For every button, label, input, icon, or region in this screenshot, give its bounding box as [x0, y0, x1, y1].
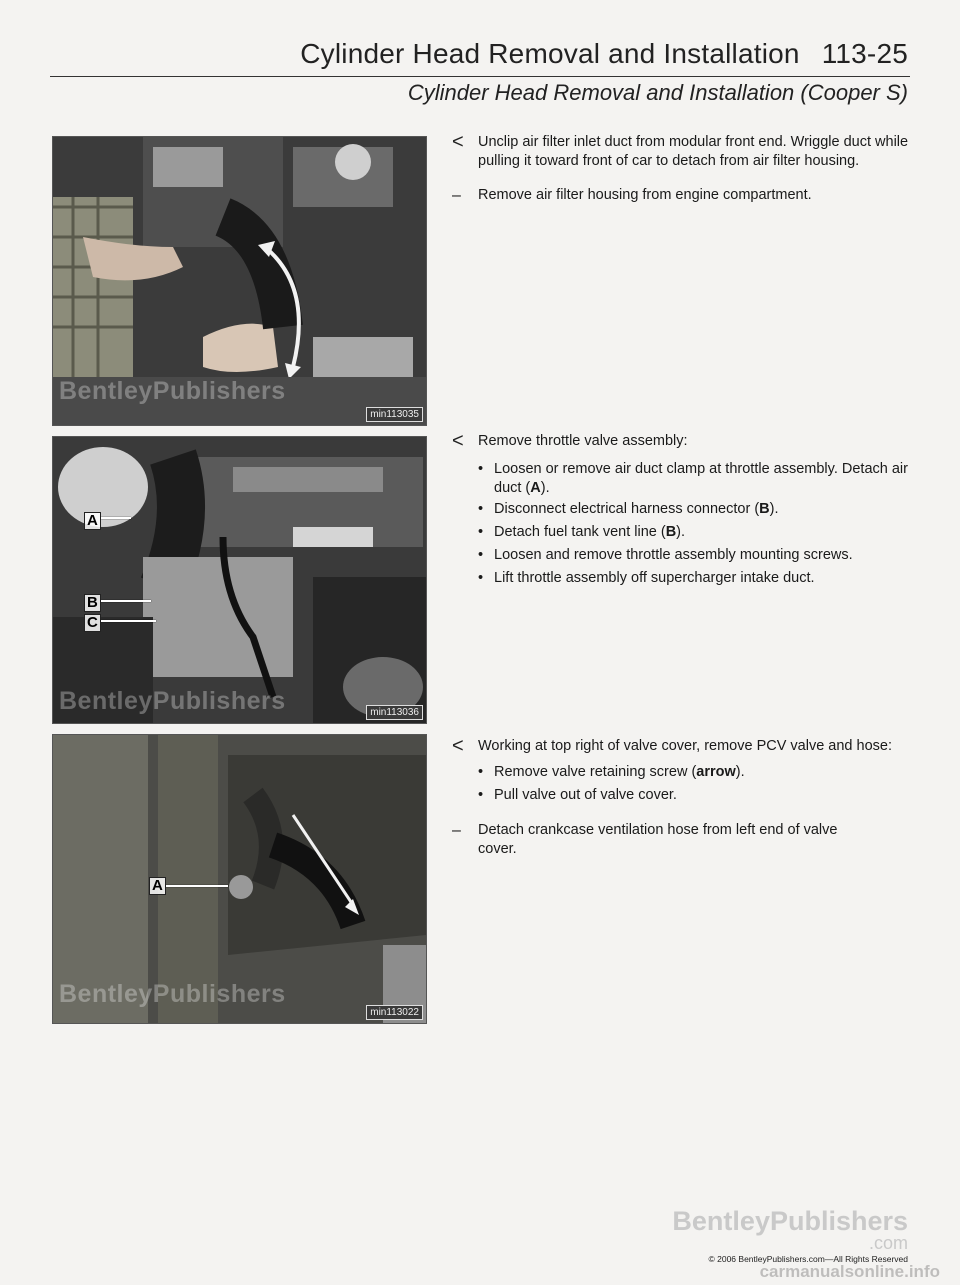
bullet-icon: • [478, 764, 484, 780]
bullet-ref: B [759, 501, 770, 517]
photo-air-filter-duct [52, 136, 427, 426]
bullet-text-after: ). [676, 524, 686, 540]
publisher-logo: BentleyPublishers [672, 1206, 908, 1236]
callout-b: B [84, 594, 101, 612]
bullet-text-main: Disconnect electrical harness connector ( [494, 501, 760, 517]
publisher-logo-domain: .com [868, 1233, 908, 1253]
bullet-ref: A [530, 480, 541, 496]
photo-code: min113035 [366, 407, 423, 422]
callout-c: C [84, 614, 101, 632]
photo-code: min113022 [366, 1005, 423, 1020]
copyright-notice: © 2006 BentleyPublishers.com—All Rights Reserved [708, 1254, 908, 1264]
callout-c-leader [101, 620, 156, 622]
bullet-icon: • [478, 787, 484, 803]
bullet-icon: • [478, 524, 484, 540]
step-text: Unclip air filter inlet duct from modular front end. Wriggle duct while pulling it toward front of car to detach from air filter housing. [478, 134, 909, 169]
step-remove-housing [452, 186, 912, 205]
bullet-ref: B [665, 524, 677, 540]
photo-watermark: BentleyPublishers [59, 377, 286, 405]
bullet-text [494, 763, 918, 782]
photo-pcv-valve [52, 734, 427, 1024]
bullet-icon: • [478, 501, 484, 517]
page-number: 113-25 [821, 38, 908, 69]
pointer-left-icon: < [452, 131, 464, 153]
bullet-text [494, 460, 918, 498]
step-remove-throttle [452, 432, 912, 451]
bullet-text [494, 546, 918, 565]
photo-throttle-assembly [52, 436, 427, 724]
page-title [300, 38, 908, 70]
step-text: Working at top right of valve cover, remove PCV valve and hose: [478, 738, 892, 754]
pointer-left-icon: < [452, 735, 464, 757]
list-item [478, 460, 918, 498]
list-item [478, 523, 918, 542]
list-item [478, 763, 918, 782]
step-text: Remove air filter housing from engine compartment. [478, 187, 812, 203]
title-text: Cylinder Head Removal and Installation [300, 38, 800, 69]
photo-watermark: BentleyPublishers [59, 980, 286, 1008]
bullet-text-after: ). [735, 764, 745, 780]
section-subtitle: Cylinder Head Removal and Installation (Cooper S) [407, 80, 908, 105]
bullet-text [494, 500, 918, 519]
step-detach-crankcase-hose [452, 821, 852, 859]
callout-a-leader [101, 517, 131, 519]
dash-bullet: – [452, 822, 461, 839]
photo-watermark: BentleyPublishers [59, 687, 286, 715]
list-item [478, 786, 918, 805]
bullet-text [494, 523, 918, 542]
bullet-icon: • [478, 570, 484, 586]
list-item [478, 546, 918, 565]
pointer-left-icon: < [452, 430, 464, 452]
bullet-text-main: Detach fuel tank vent line ( [494, 524, 666, 540]
step-text: Detach crankcase ventilation hose from left end of valve cover. [478, 822, 838, 857]
step-remove-pcv [452, 737, 912, 756]
bullet-text-after: ). [769, 501, 779, 517]
bullet-text-main: Lift throttle assembly off supercharger intake duct. [494, 570, 815, 586]
bullet-icon: • [478, 461, 484, 477]
list-item [478, 569, 918, 588]
header-rule [50, 76, 910, 77]
bullet-text-main: Pull valve out of valve cover. [494, 787, 677, 803]
dash-bullet: – [452, 187, 461, 204]
bullet-text-main: Loosen and remove throttle assembly mounting screws. [494, 547, 853, 563]
photo-code: min113036 [366, 705, 423, 720]
bullet-icon: • [478, 547, 484, 563]
photo-image [53, 437, 426, 723]
callout-a-leader [166, 885, 228, 887]
site-watermark: carmanualsonline.info [759, 1262, 940, 1281]
bullet-text-main: Remove valve retaining screw ( [494, 764, 697, 780]
bullet-text-main: Loosen or remove air duct clamp at throttle assembly. Detach air duct ( [494, 461, 908, 496]
callout-a: A [84, 512, 101, 530]
bullet-ref: arrow [696, 764, 736, 780]
bullet-text [494, 569, 918, 588]
bullet-text-after: ). [540, 480, 550, 496]
bullet-text [494, 786, 918, 805]
list-item [478, 500, 918, 519]
callout-b-leader [101, 600, 151, 602]
step-text: Remove throttle valve assembly: [478, 433, 688, 449]
callout-a: A [149, 877, 166, 895]
step-unclip-duct [452, 133, 912, 171]
